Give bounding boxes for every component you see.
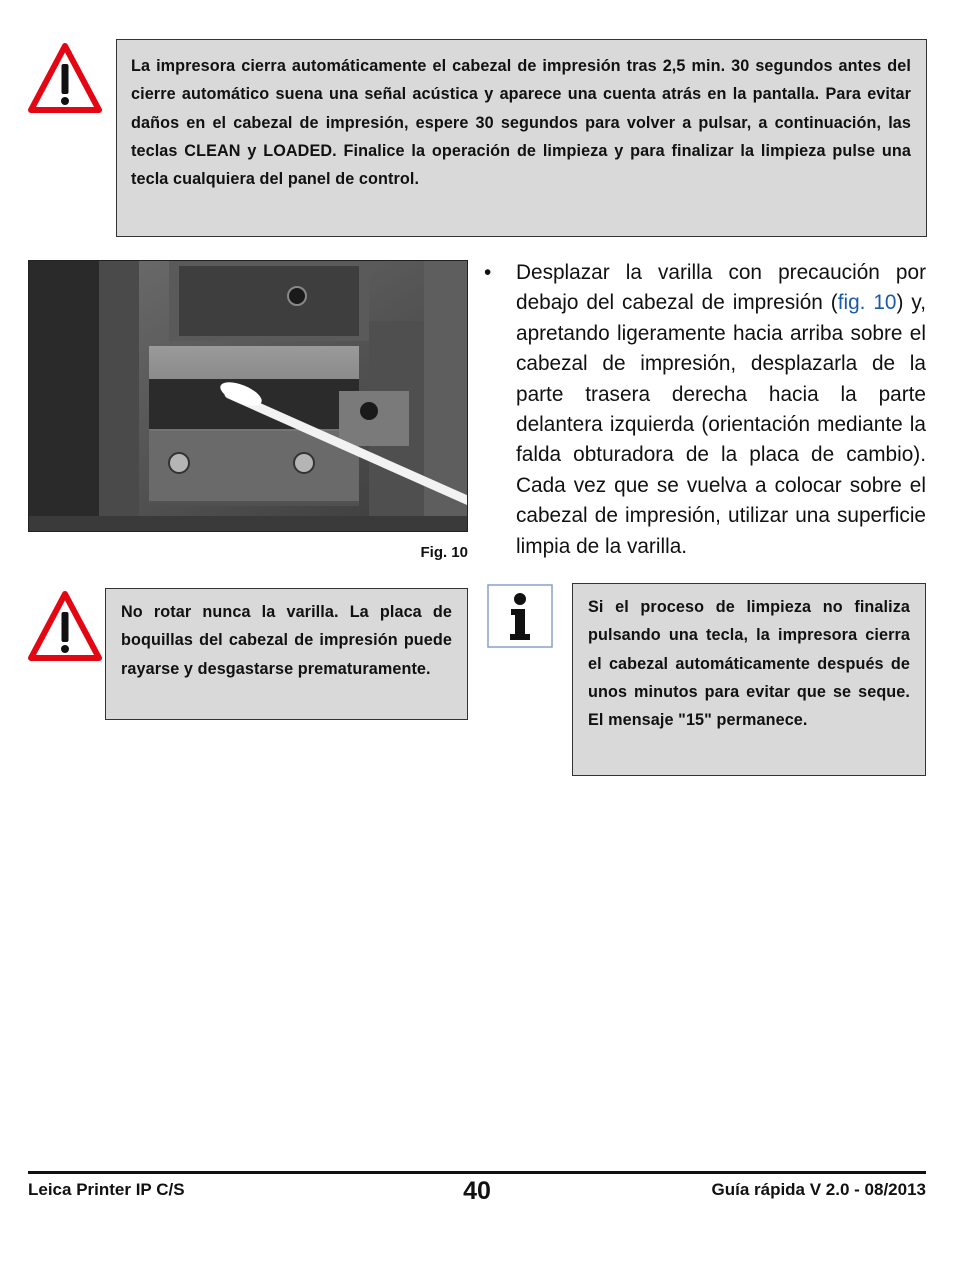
info-box-auto-close [572, 583, 926, 776]
figure-10-link[interactable]: fig. 10 [837, 291, 897, 315]
footer-guide-version: Guía rápida V 2.0 - 08/2013 [711, 1180, 926, 1199]
warning-text: La impresora cierra automáticamente el cabezal de impresión tras 2,5 min. 30 segundos antes del cierre automático suena una señal acústica y aparece una cuenta atrás en la pantalla. Para evitar daños en el cabezal de impresión, espere 30 segundos para volver a pulsar, a continuación, las teclas CLEAN y LOADED. Finalice la operación de limpieza y para finalizar la limpieza pulse una tecla cualquiera del panel de control. [131, 57, 911, 189]
footer-product: Leica Printer IP C/S [28, 1180, 185, 1199]
bullet-marker: • [484, 261, 492, 284]
figure-10-photo [28, 260, 468, 532]
warning-triangle-icon [28, 590, 102, 662]
figure-caption: Fig. 10 [420, 544, 468, 561]
warning-text: No rotar nunca la varilla. La placa de boquillas del cabezal de impresión puede rayarse y desgastarse prematuramente. [121, 603, 452, 678]
warning-triangle-icon [28, 42, 102, 114]
warning-box-do-not-rotate [105, 588, 468, 720]
info-text: Si el proceso de limpieza no finaliza pulsando una tecla, la impresora cierra el cabezal automáticamente después de unos minutos para evitar que se seque. El mensaje "15" permanece. [588, 598, 910, 730]
instruction-bullet [484, 258, 926, 562]
bullet-text-after: ) y, apretando ligeramente hacia arriba sobre el cabezal de impresión, desplazarla de la parte trasera derecha hacia la parte delantera izquierda (orientación mediante la falda obturadora de la placa de cambio). Cada vez que se vuelva a colocar sobre el cabezal de impresión, utilizar una superficie limpia de la varilla. [516, 291, 926, 558]
warning-box-auto-close [116, 39, 927, 237]
bullet-text-before: Desplazar la varilla con precaución por debajo del cabezal de impresión ( [516, 261, 926, 315]
info-icon [487, 584, 553, 648]
page-number: 40 [463, 1177, 491, 1205]
footer-divider [28, 1171, 926, 1174]
